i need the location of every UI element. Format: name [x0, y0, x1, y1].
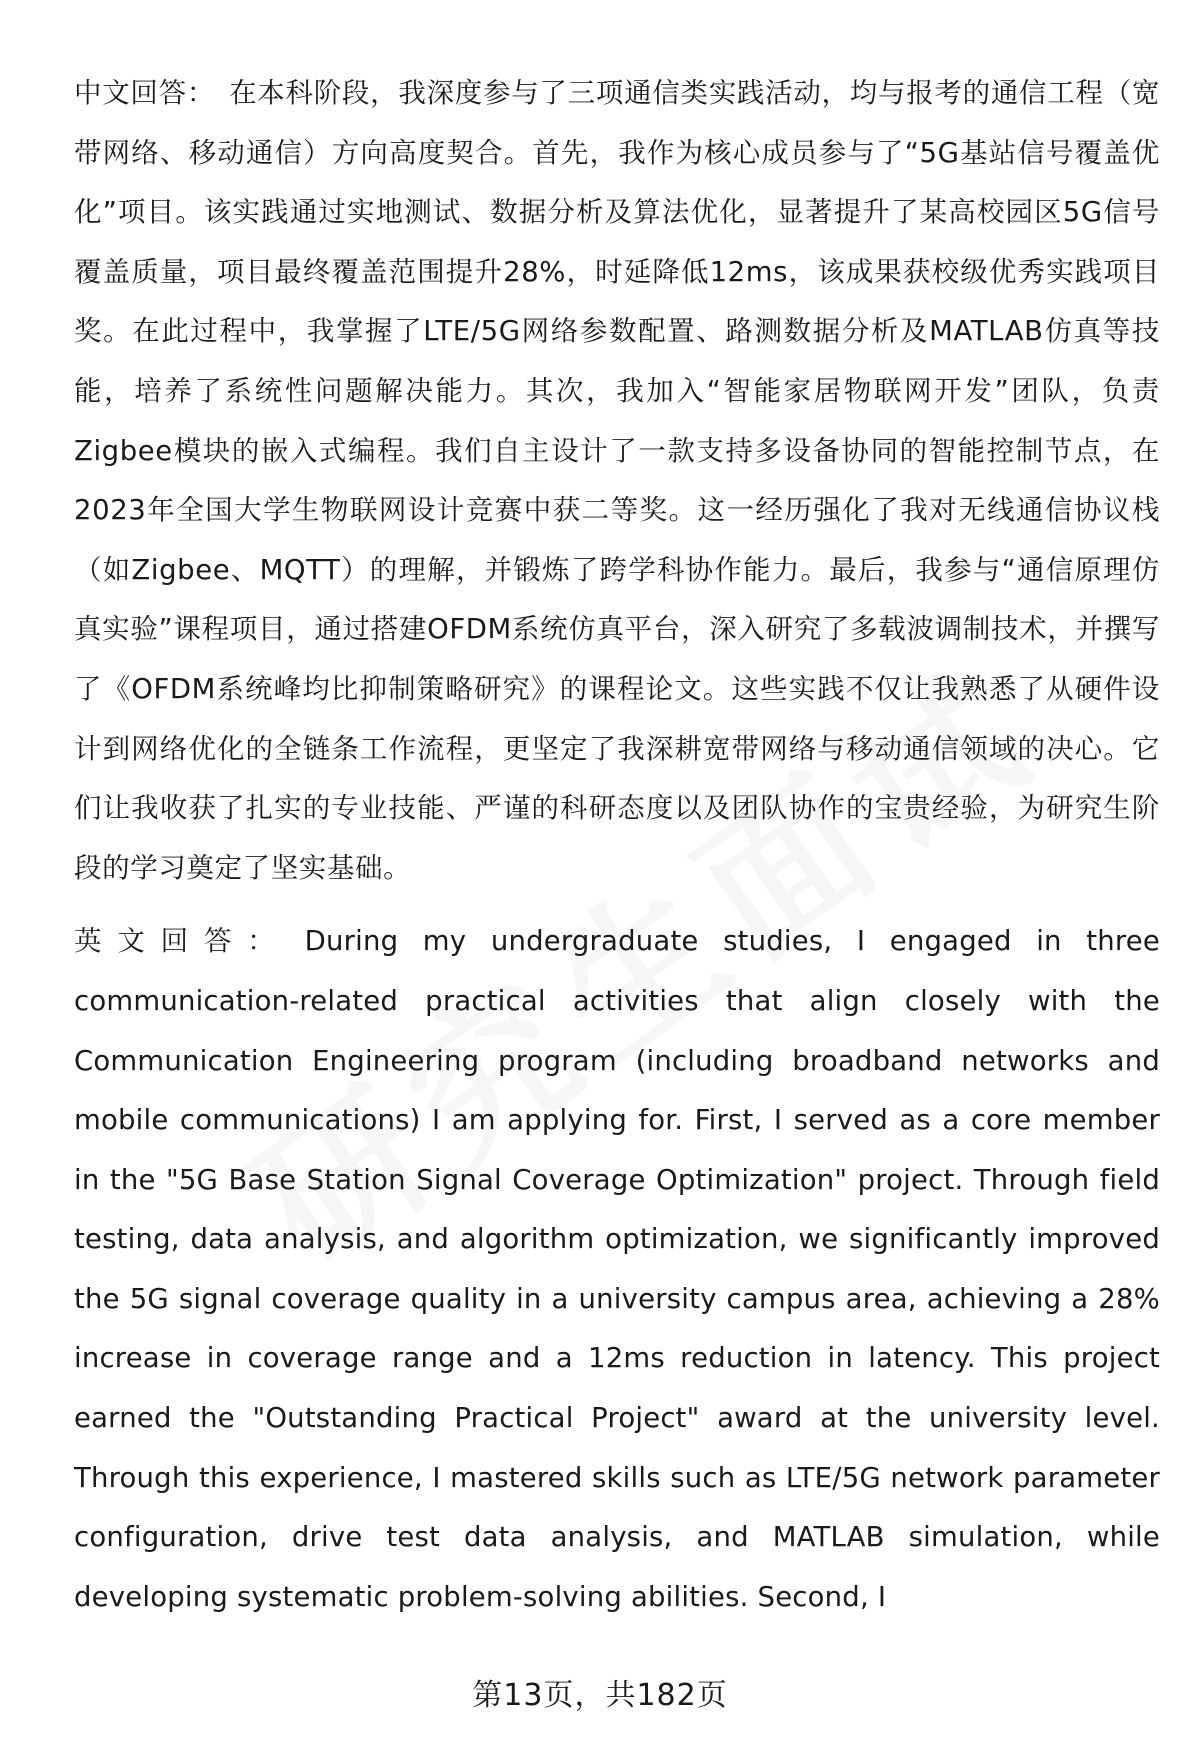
- english-answer-label: 英文回答：: [74, 925, 291, 958]
- document-body: [74, 64, 1160, 1627]
- english-answer-paragraph: [74, 912, 1160, 1627]
- chinese-answer-label: 中文回答：: [74, 77, 216, 109]
- page-footer: 第13页，共182页: [472, 1678, 728, 1713]
- chinese-answer-text: 在本科阶段，我深度参与了三项通信类实践活动，均与报考的通信工程（宽带网络、移动通信）方向高度契合。首先，我作为核心成员参与了“5G基站信号覆盖优化”项目。该实践通过实地测试、数据分析及算法优化，显著提升了某高校园区5G信号覆盖质量，项目最终覆盖范围提升28%，时延降低12ms，该成果获校级优秀实践项目奖。在此过程中，我掌握了LTE/5G网络参数配置、路测数据分析及MATLAB仿真等技能，培养了系统性问题解决能力。其次，我加入“智能家居物联网开发”团队，负责Zigbee模块的嵌入式编程。我们自主设计了一款支持多设备协同的智能控制节点，在2023年全国大学生物联网设计竞赛中获二等奖。这一经历强化了我对无线通信协议栈（如Zigbee、MQTT）的理解，并锻炼了跨学科协作能力。最后，我参与“通信原理仿真实验”课程项目，通过搭建OFDM系统仿真平台，深入研究了多载波调制技术，并撰写了《OFDM系统峰均比抑制策略研究》的课程论文。这些实践不仅让我熟悉了从硬件设计到网络优化的全链条工作流程，更坚定了我深耕宽带网络与移动通信领域的决心。它们让我收获了扎实的专业技能、严谨的科研态度以及团队协作的宝贵经验，为研究生阶段的学习奠定了坚实基础。: [74, 77, 1161, 884]
- chinese-answer-paragraph: [74, 64, 1160, 898]
- english-answer-text: During my undergraduate studies, I engaged in three communication-related practical activities that align closely with the Communication Engineering program (including broadband networks and mobile communications) I am applying for. First, I served as a core member in the "5G Base Station Signal Coverage Optimization" project. Through field testing, data analysis, and algorithm optimization, we significantly improved the 5G signal coverage quality in a university campus area, achieving a 28% increase in coverage range and a 12ms reduction in latency. This project earned the "Outstanding Practical Project" award at the university level. Through this experience, I mastered skills such as LTE/5G network parameter configuration, drive test data analysis, and MATLAB simulation, while developing systematic problem-solving abilities. Second, I: [74, 925, 1160, 1613]
